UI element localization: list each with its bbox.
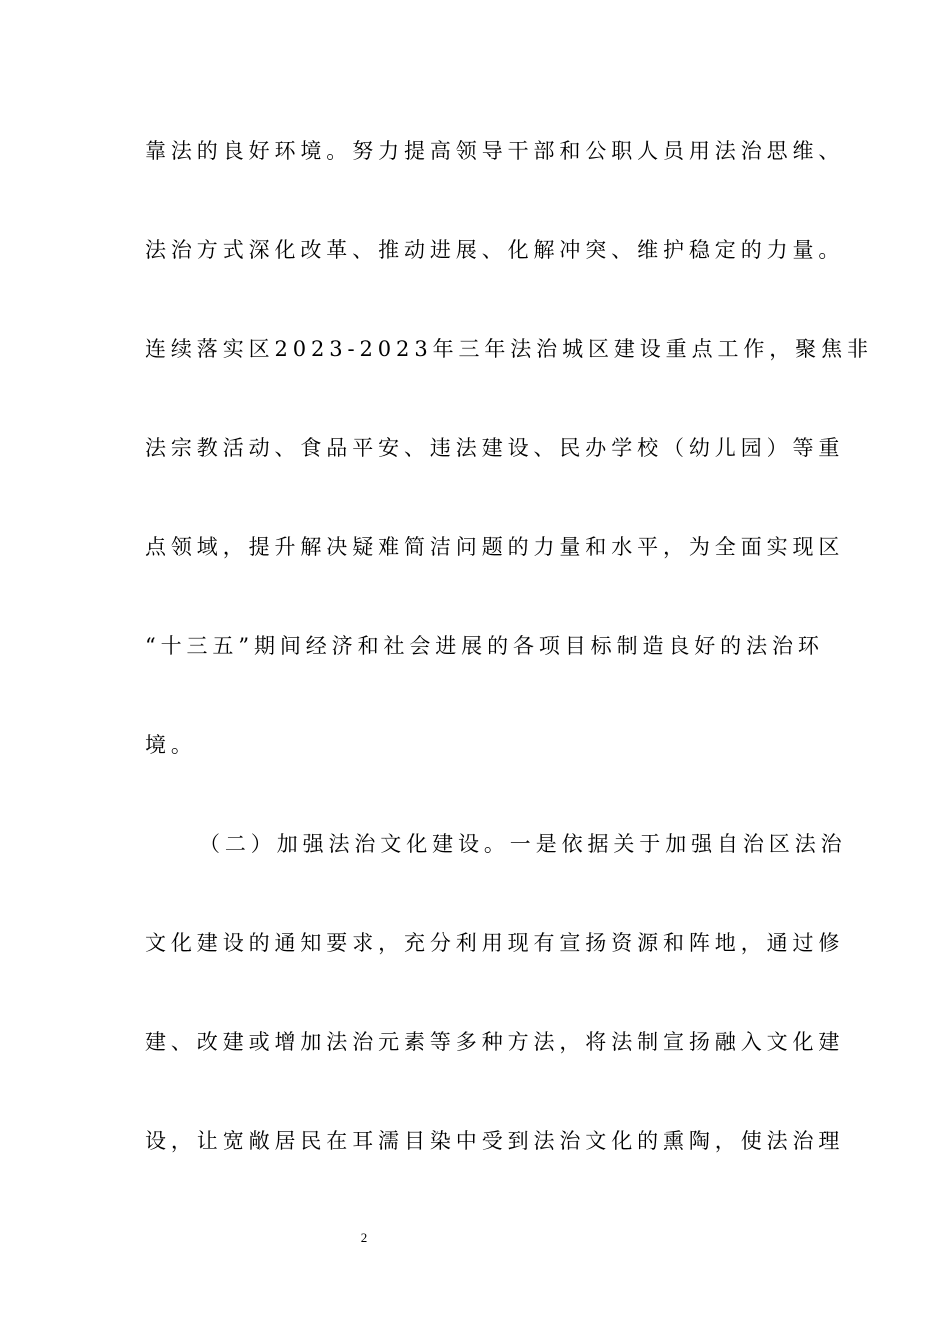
text-line-2: 法治方式深化改革、推动进展、化解冲突、维护稳定的力量。 — [145, 238, 845, 262]
page-number: 2 — [360, 1230, 368, 1245]
text-line-5: 点领域，提升解决疑难简洁问题的力量和水平，为全面实现区 — [145, 535, 845, 559]
text-line-6: “十三五”期间经济和社会进展的各项目标制造良好的法治环 — [145, 634, 824, 658]
text-line-1: 靠法的良好环境。努力提高领导干部和公职人员用法治思维、 — [145, 139, 845, 163]
text-line-3: 连续落实区2023-2023年三年法治城区建设重点工作，聚焦非 — [145, 337, 873, 361]
text-line-9: 文化建设的通知要求，充分利用现有宣扬资源和阵地，通过修 — [145, 931, 845, 955]
paragraph-start-line: （二）加强法治文化建设。一是依据关于加强自治区法治 — [199, 832, 847, 856]
text-line-11: 设，让宽敞居民在耳濡目染中受到法治文化的熏陶，使法治理 — [145, 1129, 845, 1153]
text-line-10: 建、改建或增加法治元素等多种方法，将法制宣扬融入文化建 — [145, 1030, 845, 1054]
text-line-4: 法宗教活动、食品平安、违法建设、民办学校（幼儿园）等重 — [145, 436, 845, 460]
text-line-7: 境。 — [145, 733, 197, 757]
body-text — [145, 126, 873, 1215]
